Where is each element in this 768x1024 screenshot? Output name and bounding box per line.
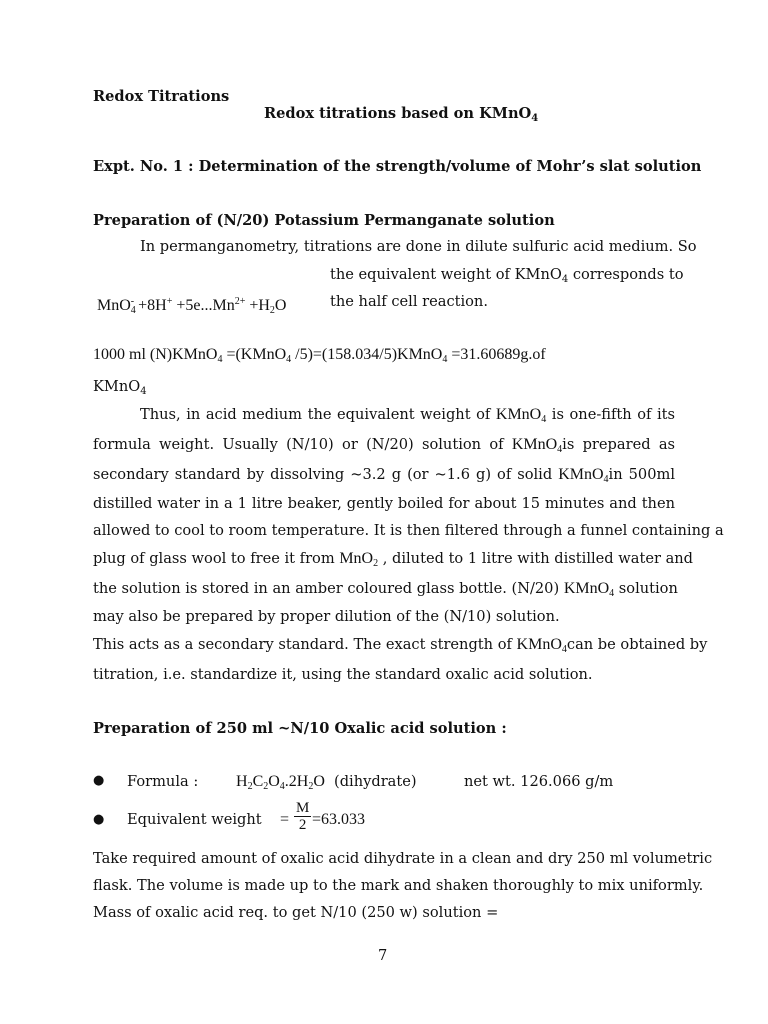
para-line: may also be prepared by proper dilution of the (N/10) solution. xyxy=(93,608,560,625)
page-number: 7 xyxy=(378,947,388,964)
eqwt-equals: = xyxy=(280,811,290,828)
eqwt-label: Equivalent weight xyxy=(127,811,262,828)
para-line: formula weight. Usually (N/10) or (N/20) solution of KMnO$_4$is prepared as xyxy=(93,436,676,455)
para-line: Thus, in acid medium the equivalent weight of KMnO$_4$ is one-fifth of its xyxy=(140,406,676,425)
eqwt-fraction xyxy=(294,800,311,833)
page-subtitle: Redox titrations based on KMnO$_4$ xyxy=(264,105,539,124)
section-label: Redox Titrations xyxy=(93,88,230,105)
formula-label: Formula : xyxy=(127,773,199,790)
para-line: secondary standard by dissolving ~3.2 g (or ~1.6 g) of solid KMnO$_4$in 500ml xyxy=(93,466,675,485)
instruction-line: flask. The volume is made up to the mark and shaken thoroughly to mix uniformly. xyxy=(93,877,704,894)
para-line: the solution is stored in an amber coloured glass bottle. (N/20) KMnO$_4$ solution xyxy=(93,580,678,599)
formula-note: (dihydrate) xyxy=(334,773,417,790)
prep1-intro-line2: the equivalent weight of KMnO$_4$ corresponds to xyxy=(330,266,684,285)
eqwt-numerator: M xyxy=(296,800,310,816)
prep1-intro-line3: the half cell reaction. xyxy=(330,293,488,310)
para-line: distilled water in a 1 litre beaker, gently boiled for about 15 minutes and then xyxy=(93,495,675,512)
instruction-line: Mass of oxalic acid req. to get N/10 (250 w) solution = xyxy=(93,904,499,921)
net-weight: net wt. 126.066 g/m xyxy=(464,773,614,790)
eqwt-denominator: 2 xyxy=(298,817,307,833)
prep2-heading: Preparation of 250 ml ~N/10 Oxalic acid solution : xyxy=(93,720,507,737)
eqwt-value: =63.033 xyxy=(312,811,366,828)
bullet-icon: ● xyxy=(93,773,105,788)
bullet-icon: ● xyxy=(93,812,105,827)
standard-line: titration, i.e. standardize it, using the standard oxalic acid solution. xyxy=(93,666,593,683)
experiment-title: Expt. No. 1 : Determination of the strength/volume of Mohr’s slat solution xyxy=(93,158,702,175)
standard-line: This acts as a secondary standard. The exact strength of KMnO$_4$can be obtained by xyxy=(93,636,708,655)
para-line: plug of glass wool to free it from MnO$_2$ , diluted to 1 litre with distilled water and xyxy=(93,550,694,569)
para-line: allowed to cool to room temperature. It is then filtered through a funnel containing a xyxy=(93,522,724,539)
half-cell-reaction: $MnO_4^- +8H^+ +5e...Mn^{2+} +H_2O$ xyxy=(97,296,287,316)
prep1-heading: Preparation of (N/20) Potassium Permanganate solution xyxy=(93,212,555,229)
instruction-line: Take required amount of oxalic acid dihydrate in a clean and dry 250 ml volumetric xyxy=(93,850,713,867)
kmno4-calc-tail: KMnO$_4$ xyxy=(93,378,147,397)
kmno4-calculation: 1000 ml (N)KMnO$_4$ =(KMnO$_4$ /5)=(158.034/5)KMnO$_4$ =31.60689g.of xyxy=(93,346,546,365)
formula-value: $H_2C_2O_4.2H_2O$ xyxy=(236,773,325,792)
prep1-intro-line1: In permanganometry, titrations are done in dilute sulfuric acid medium. So xyxy=(140,238,697,255)
